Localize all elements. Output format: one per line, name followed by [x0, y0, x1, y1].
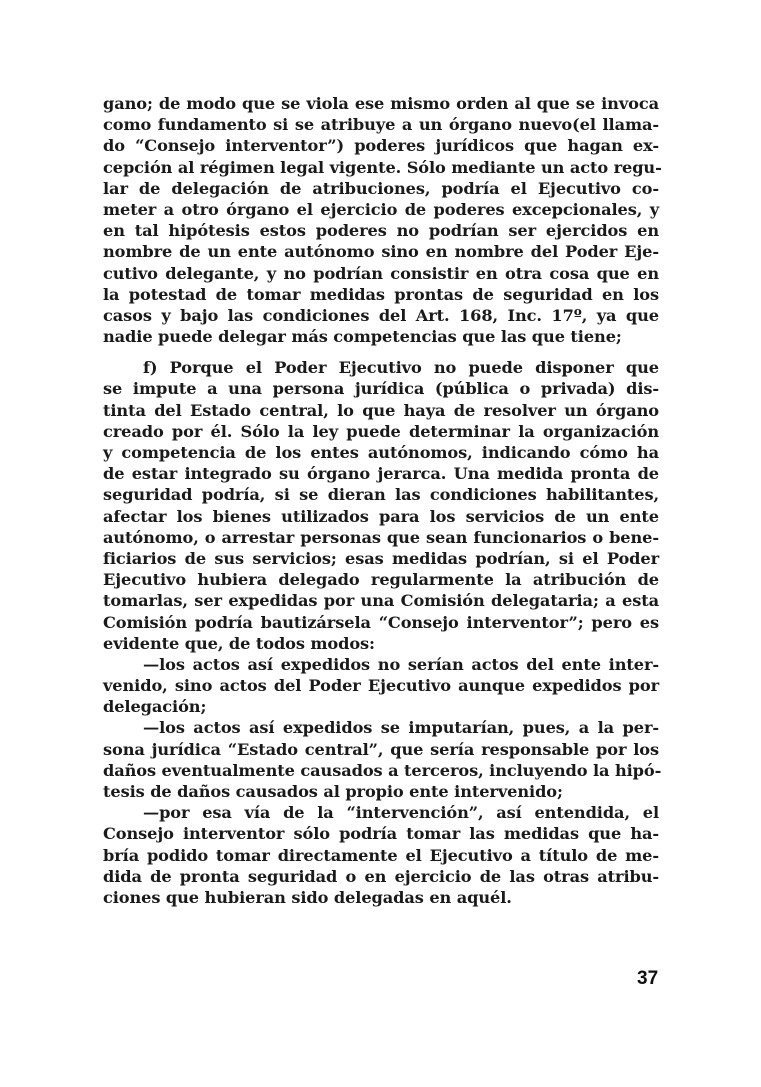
text-line: gano; de modo que se viola ese mismo orden al que se invoca: [103, 94, 659, 113]
text-line: do “Consejo interventor”) poderes jurídicos que hagan ex-: [103, 136, 659, 156]
text-line: —los actos así expedidos no serían actos del ente inter-: [143, 654, 659, 674]
page-number: 37: [637, 968, 659, 989]
dash-item-1: [103, 654, 659, 718]
text-line: Consejo interventor sólo podría tomar las medidas que ha-: [103, 824, 659, 844]
text-line: f) Porque el Poder Ejecutivo no puede disponer que: [143, 358, 659, 378]
text-line: daños eventualmente causados a terceros, incluyendo la hipó-: [103, 760, 662, 780]
dash-item-2: [103, 717, 662, 802]
text-line: nadie puede delegar más competencias que las que tiene;: [103, 327, 622, 347]
text-line: lar de delegación de atribuciones, podría el Ejecutivo co-: [103, 178, 659, 198]
text-line: como fundamento si se atribuye a un órgano nuevo(el llama-: [103, 115, 659, 135]
dash-item-3: [103, 802, 659, 908]
text-line: —los actos así expedidos se imputarían, pues, a la per-: [143, 718, 659, 738]
text-line: ciones que hubieran sido delegadas en aquél.: [103, 887, 512, 907]
text-line: —por esa vía de la “intervención”, así entendida, el: [143, 803, 659, 823]
text-line: sona jurídica “Estado central”, que sería responsable por los: [103, 739, 659, 759]
paragraph-item-f: [103, 357, 659, 654]
text-line: y competencia de los entes autónomos, indicando cómo ha: [103, 443, 659, 462]
dash-list: [103, 654, 662, 908]
text-line: casos y bajo las condiciones del Art. 168, Inc. 17º, ya que: [103, 305, 659, 325]
text-line: Comisión podría bautizársela “Consejo interventor”; pero es: [103, 612, 659, 632]
text-line: se impute a una persona jurídica (pública o privada) dis-: [103, 379, 659, 399]
paragraph-continuation: [103, 93, 662, 347]
text-line: de estar integrado su órgano jerarca. Una medida pronta de: [103, 464, 659, 484]
text-line: en tal hipótesis estos poderes no podrían ser ejercidos en: [103, 221, 659, 241]
text-line: autónomo, o arrestar personas que sean funcionarios o bene-: [103, 527, 659, 547]
text-line: delegación;: [103, 697, 207, 717]
text-line: tomarlas, ser expedidas por una Comisión delegataria; a esta: [103, 591, 659, 611]
book-page: [103, 93, 662, 908]
text-line: bría podido tomar directamente el Ejecutivo a título de me-: [103, 845, 659, 865]
text-line: la potestad de tomar medidas prontas de seguridad en los: [103, 284, 659, 304]
text-line: evidente que, de todos modos:: [103, 633, 375, 653]
text-line: ficiarios de sus servicios; esas medidas podrían, si el Poder: [103, 548, 659, 568]
text-line: nombre de un ente autónomo sino en nombre del Poder Eje-: [103, 242, 659, 262]
text-line: dida de pronta seguridad o en ejercicio de las otras atribu-: [103, 866, 659, 886]
text-line: afectar los bienes utilizados para los servicios de un ente: [103, 506, 659, 526]
text-line: seguridad podría, si se dieran las condiciones habilitantes,: [103, 485, 659, 505]
text-line: tinta del Estado central, lo que haya de resolver un órgano: [103, 400, 659, 420]
text-line: venido, sino actos del Poder Ejecutivo aunque expedidos por: [103, 676, 659, 696]
text-line: meter a otro órgano el ejercicio de poderes excepcionales, y: [103, 199, 659, 219]
text-line: Ejecutivo hubiera delegado regularmente la atribución de: [103, 570, 659, 590]
text-line: tesis de daños causados al propio ente intervenido;: [103, 782, 563, 801]
text-line: creado por él. Sólo la ley puede determinar la organización: [103, 421, 659, 441]
text-line: cutivo delegante, y no podrían consistir en otra cosa que en: [103, 263, 659, 283]
text-line: cepción al régimen legal vigente. Sólo mediante un acto regu-: [103, 157, 662, 177]
